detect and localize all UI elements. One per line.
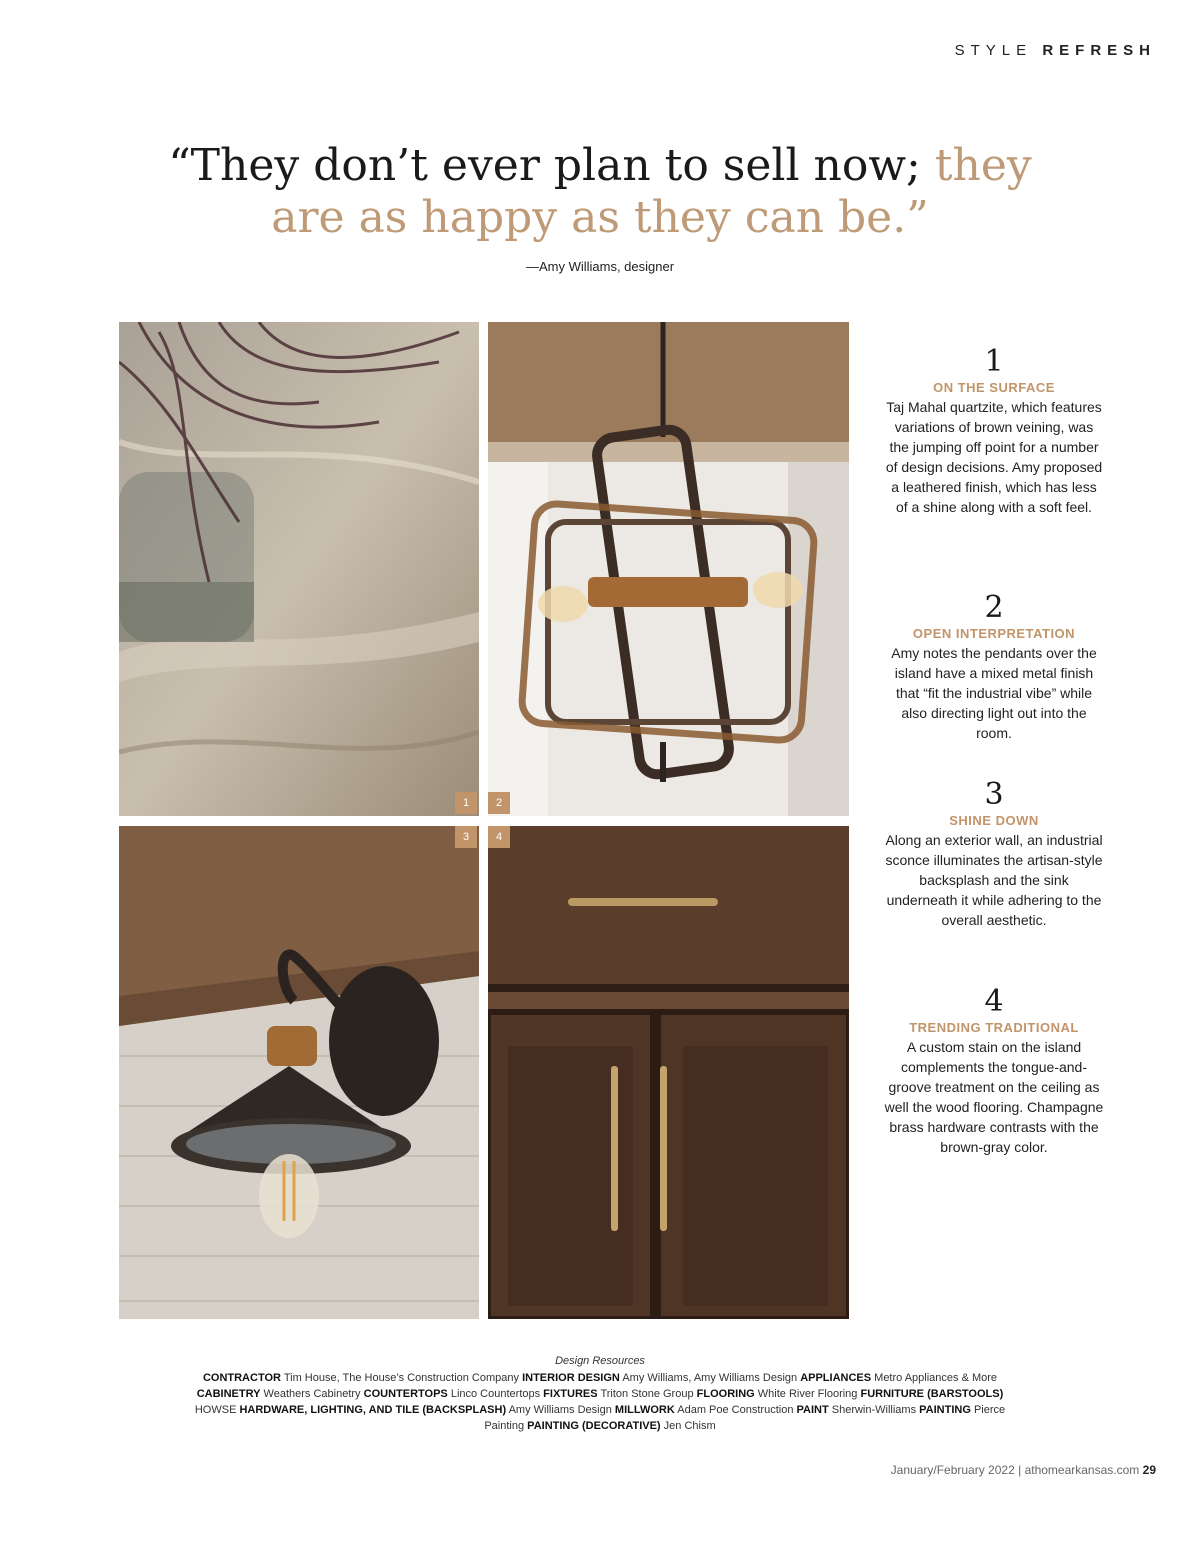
resource-label: PAINTING (DECORATIVE): [527, 1420, 661, 1432]
resource-value: Triton Stone Group: [600, 1388, 694, 1400]
photo-tag-3: 3: [455, 826, 477, 848]
feature-number: 4: [984, 984, 1004, 1019]
feature-body: Taj Mahal quartzite, which features variations of brown veining, was the jumping off point for a number of design decisions. Amy proposed a leathered finish, which has less of a shine along with a soft feel.: [885, 399, 1103, 515]
section-header: [955, 42, 1156, 59]
pull-quote-part2: they are as happy as they can be.”: [271, 140, 1032, 243]
feature-title: SHINE DOWN: [949, 813, 1039, 828]
photo-cabinet: [488, 826, 849, 1319]
resource-value: Tim House, The House’s Construction Company: [283, 1372, 520, 1384]
resource-label: COUNTERTOPS: [363, 1388, 448, 1400]
pull-quote-part1: “They don’t ever plan to sell now;: [168, 140, 921, 191]
design-resources-list: [180, 1370, 1020, 1434]
resource-label: HARDWARE, LIGHTING, AND TILE (BACKSPLASH): [239, 1404, 507, 1416]
footer-divider: |: [1018, 1463, 1022, 1477]
resource-label: APPLIANCES: [800, 1372, 872, 1384]
resource-value: Metro Appliances & More: [874, 1372, 998, 1384]
resource-value: Adam Poe Construction: [677, 1404, 794, 1416]
page-footer: [891, 1463, 1156, 1477]
resource-label: FURNITURE (BARSTOOLS): [860, 1388, 1004, 1400]
feature-number: 3: [984, 777, 1004, 812]
quote-attribution: —Amy Williams, designer: [525, 259, 675, 274]
resource-value: White River Flooring: [757, 1388, 858, 1400]
resource-label: PAINT: [796, 1404, 829, 1416]
resource-value: Amy Williams, Amy Williams Design: [622, 1372, 798, 1384]
resource-value: Linco Countertops: [450, 1388, 541, 1400]
photo-tag-1: 1: [455, 792, 477, 814]
photo-countertop: [119, 322, 479, 816]
section-header-light: STYLE: [954, 42, 1033, 59]
resource-value: Jen Chism: [663, 1420, 716, 1432]
footer-issue: January/February 2022: [890, 1463, 1015, 1477]
feature-title: ON THE SURFACE: [933, 380, 1055, 395]
resource-value: Sherwin-Williams: [831, 1404, 917, 1416]
feature-item-1: [884, 345, 1104, 517]
feature-body: A custom stain on the island complements the tongue-and-groove treatment on the ceiling as well the wood flooring. Champagne brass hardware contrasts with the brown-gray color.: [884, 1039, 1104, 1155]
photo-tag-2: 2: [488, 792, 510, 814]
resource-value: Weathers Cabinetry: [263, 1388, 361, 1400]
photo-tag-4: 4: [488, 826, 510, 848]
footer-site: athomearkansas.com: [1024, 1463, 1140, 1477]
design-resources-title: Design Resources: [555, 1355, 645, 1367]
feature-item-3: [884, 778, 1104, 930]
resource-label: PAINTING: [919, 1404, 971, 1416]
feature-item-2: [884, 591, 1104, 743]
feature-title: OPEN INTERPRETATION: [912, 626, 1076, 641]
photo-sconce: [119, 826, 479, 1319]
feature-item-4: [884, 985, 1104, 1157]
resource-label: CABINETRY: [196, 1388, 261, 1400]
resource-label: CONTRACTOR: [202, 1372, 281, 1384]
section-header-bold: REFRESH: [1042, 42, 1156, 59]
resource-value: Amy Williams Design: [508, 1404, 612, 1416]
resource-value: HOWSE: [194, 1404, 237, 1416]
resource-value: Pierce Painting: [484, 1404, 1006, 1432]
page-number: 29: [1142, 1463, 1156, 1477]
feature-number: 1: [984, 344, 1004, 379]
feature-number: 2: [984, 590, 1004, 625]
pull-quote: [150, 140, 1050, 244]
design-resources: [180, 1353, 1020, 1434]
feature-title: TRENDING TRADITIONAL: [909, 1020, 1079, 1035]
photo-pendant-light: [488, 322, 849, 816]
feature-body: Along an exterior wall, an industrial sconce illuminates the artisan-style backsplash and the sink underneath it while adhering to the overall aesthetic.: [885, 832, 1103, 928]
resource-label: MILLWORK: [614, 1404, 675, 1416]
resource-label: FIXTURES: [543, 1388, 598, 1400]
resource-label: FLOORING: [696, 1388, 755, 1400]
resource-label: INTERIOR DESIGN: [522, 1372, 620, 1384]
feature-body: Amy notes the pendants over the island have a mixed metal finish that “fit the industrial vibe” while also directing light out into the room.: [891, 645, 1097, 741]
